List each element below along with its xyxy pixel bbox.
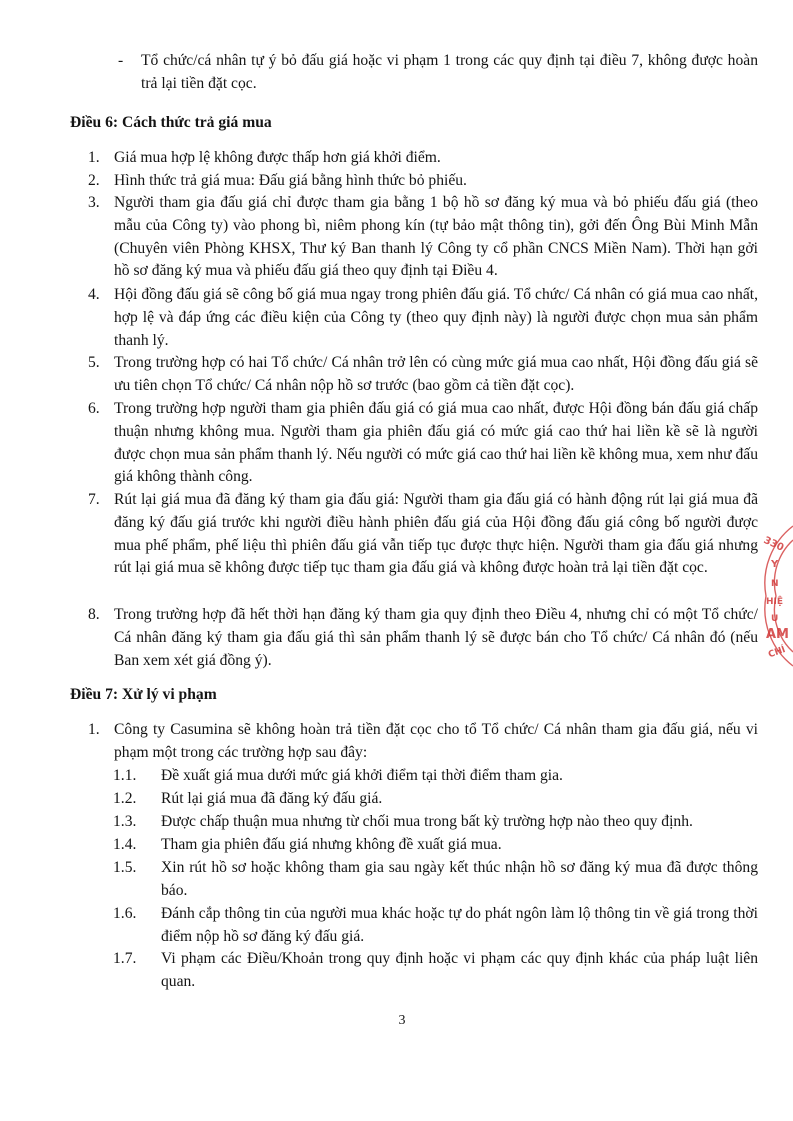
- svg-text:HIỆ: HIỆ: [766, 597, 784, 607]
- bullet-dash: -: [118, 52, 124, 69]
- svg-text:AM: AM: [766, 627, 789, 642]
- a6-item-7-text: Rút lại giá mua đã đăng ký tham gia đấu giá: Người tham gia đấu giá có hành động rút lại giá mua đã đăng ký đấu giá trước khi người điều hành phiên đấu giá của Hội đồng đấu giá công bố người được mua phế phẩm, phế liệu thì phiên đấu giá vẫn tiếp tục được thực hiện. Người tham gia đấu giá nhưng rút lại giá mua sẽ không được tiếp tục tham gia đấu giá và không được hoàn trả lại tiền đặt cọc.: [114, 491, 758, 577]
- a6-item-8-text: Trong trường hợp đã hết thời hạn đăng ký tham gia quy định theo Điều 4, nhưng chỉ có một Tổ chức/ Cá nhân đăng ký tham gia đấu giá thì sản phẩm thanh lý sẽ được bán cho Tổ chức/ Cá nhân đó (nếu Ban xem xét giá đồng ý).: [114, 606, 758, 669]
- a6-item-7-num: 7.: [88, 491, 100, 508]
- a6-item-6-num: 6.: [88, 400, 100, 417]
- a6-item-2-text: Hình thức trả giá mua: Đấu giá bằng hình thức bỏ phiếu.: [114, 172, 467, 189]
- intro-bullet-text: Tổ chức/cá nhân tự ý bỏ đấu giá hoặc vi phạm 1 trong các quy định tại điều 7, không được hoàn trả lại tiền đặt cọc.: [141, 52, 758, 92]
- svg-text:N: N: [771, 579, 779, 589]
- a6-item-1-text: Giá mua hợp lệ không được thấp hơn giá khởi điểm.: [114, 149, 441, 166]
- svg-text:Y: Y: [771, 559, 779, 570]
- a7-sub-1-7-text: Vi phạm các Điều/Khoản trong quy định hoặc vi phạm các quy định khác của pháp luật liên quan.: [161, 950, 758, 990]
- a6-item-2-num: 2.: [88, 172, 100, 189]
- a7-sub-1-1-num: 1.1.: [113, 767, 137, 784]
- a6-item-4-num: 4.: [88, 286, 100, 303]
- a7-sub-1-4-num: 1.4.: [113, 836, 137, 853]
- a6-item-6-text: Trong trường hợp người tham gia phiên đấu giá có giá mua cao nhất, được Hội đồng bán đấu giá chấp thuận nhưng không mua. Người tham gia phiên đấu giá có mức giá cao thứ hai liền kề sẽ là người được chọn mua sản phẩm thanh lý. Nếu người có mức giá cao thứ hai liền kề không mua, xem như đấu giá không thành công.: [114, 400, 758, 486]
- a7-sub-1-5-num: 1.5.: [113, 859, 137, 876]
- a7-sub-1-3-num: 1.3.: [113, 813, 137, 830]
- a7-sub-1-2-text: Rút lại giá mua đã đăng ký đấu giá.: [161, 790, 383, 807]
- a7-sub-1-1-text: Đề xuất giá mua dưới mức giá khởi điểm tại thời điểm tham gia.: [161, 767, 563, 784]
- a6-item-3-num: 3.: [88, 194, 100, 211]
- a7-sub-1-3-text: Được chấp thuận mua nhưng từ chối mua trong bất kỳ trường hợp nào theo quy định.: [161, 813, 693, 830]
- a7-sub-1-5-text: Xin rút hồ sơ hoặc không tham gia sau ngày kết thúc nhận hồ sơ đăng ký mua đã được thông báo.: [161, 859, 758, 899]
- article-7-heading: Điều 7: Xử lý vi phạm: [70, 686, 217, 703]
- article-6-heading: Điều 6: Cách thức trả giá mua: [70, 114, 272, 131]
- a7-sub-1-2-num: 1.2.: [113, 790, 137, 807]
- svg-text:330: 330: [762, 534, 786, 554]
- a7-sub-1-7-num: 1.7.: [113, 950, 137, 967]
- company-seal-stamp: [762, 510, 793, 680]
- a6-item-5-num: 5.: [88, 354, 100, 371]
- a7-sub-1-4-text: Tham gia phiên đấu giá nhưng không đề xuất giá mua.: [161, 836, 502, 853]
- a6-item-4-text: Hội đồng đấu giá sẽ công bố giá mua ngay trong phiên đấu giá. Tổ chức/ Cá nhân có giá mua cao nhất, hợp lệ và đáp ứng các điều kiện của Công ty (theo quy định này) là người được chọn mua sản phẩm thanh lý.: [114, 286, 758, 349]
- svg-text:CHÍ: CHÍ: [767, 644, 787, 661]
- a7-sub-1-6-num: 1.6.: [113, 905, 137, 922]
- a7-item-1-text: Công ty Casumina sẽ không hoàn trả tiền đặt cọc cho tổ Tổ chức/ Cá nhân tham gia đấu giá, nếu vi phạm một trong các trường hợp sau đây:: [114, 721, 758, 761]
- a6-item-1-num: 1.: [88, 149, 100, 166]
- svg-text:U: U: [771, 614, 779, 624]
- a6-item-5-text: Trong trường hợp có hai Tổ chức/ Cá nhân trở lên có cùng mức giá mua cao nhất, Hội đồng đấu giá sẽ ưu tiên chọn Tổ chức/ Cá nhân nộp hồ sơ trước (bao gồm cả tiền đặt cọc).: [114, 354, 758, 394]
- a7-item-1-num: 1.: [88, 721, 100, 738]
- page-number: 3: [398, 1013, 406, 1028]
- a6-item-3-text: Người tham gia đấu giá chỉ được tham gia bằng 1 bộ hồ sơ đăng ký mua và bỏ phiếu đấu giá (theo mẫu của Công ty) vào phong bì, niêm phong kín (tự bảo mật thông tin), gởi đến Ông Bùi Minh Mẫn (Chuyên viên Phòng KHSX, Thư ký Ban thanh lý Công ty cổ phần CNCS Miền Nam). Thời hạn gởi hồ sơ đăng ký mua và phiếu đấu giá theo quy định tại Điều 4.: [114, 194, 758, 280]
- a6-item-8-num: 8.: [88, 606, 100, 623]
- a7-sub-1-6-text: Đánh cắp thông tin của người mua khác hoặc tự do phát ngôn làm lộ thông tin về giá trong thời điểm nộp hồ sơ đăng ký đấu giá.: [161, 905, 758, 945]
